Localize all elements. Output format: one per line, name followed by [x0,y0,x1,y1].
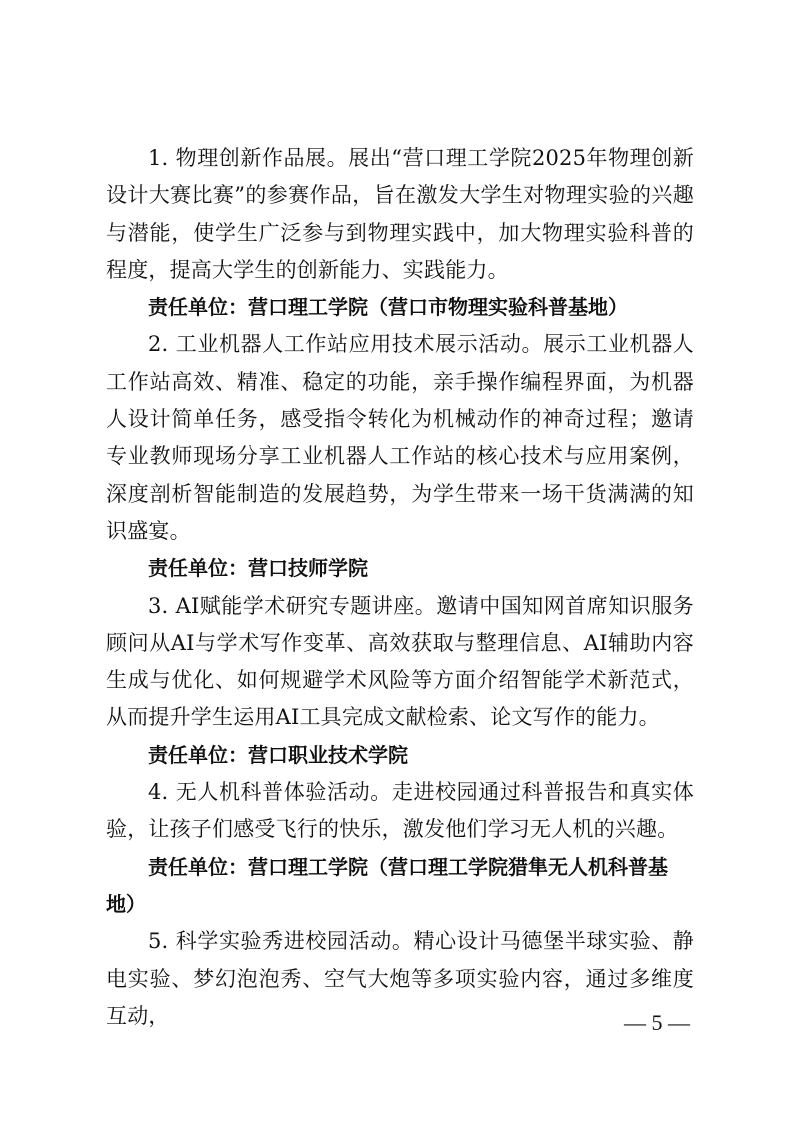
responsible-unit-3: 责任单位：营口职业技术学院 [148,742,408,767]
paragraph-item-1: 1. 物理创新作品展。展出“营口理工学院2025年物理创新设计大赛比赛”的参赛作品，旨在激发大学生对物理实验的兴趣与潜能，使学生广泛参与到物理实践中，加大物理实验科普的程度，提高大学生的创新能力、实践能力。 [106,146,694,282]
page-body [106,140,694,1035]
paragraph-item-2: 2. 工业机器人工作站应用技术展示活动。展示工业机器人工作站高效、精准、稳定的功能，亲手操作编程界面，为机器人设计简单任务，感受指令转化为机械动作的神奇过程；邀请专业教师现场分享工业机器人工作站的核心技术与应用案例，深度剖析智能制造的发展趋势，为学生带来一场干货满满的知识盛宴。 [106,332,694,543]
paragraph-item-5: 5. 科学实验秀进校园活动。精心设计马德堡半球实验、静电实验、梦幻泡泡秀、空气大炮等多项实验内容，通过多维度互动， [106,929,694,1028]
paragraph-item-4: 4. 无人机科普体验活动。走进校园通过科普报告和真实体验，让孩子们感受飞行的快乐，激发他们学习无人机的兴趣。 [106,780,694,842]
responsible-unit-4: 责任单位：营口理工学院（营口理工学院猎隼无人机科普基地） [106,854,668,916]
responsible-unit-2: 责任单位：营口技师学院 [148,556,368,581]
page-number: — 5 — [624,1010,690,1035]
paragraph-item-3: 3. AI赋能学术研究专题讲座。邀请中国知网首席知识服务顾问从AI与学术写作变革、高效获取与整理信息、AI辅助内容生成与优化、如何规避学术风险等方面介绍智能学术新范式，从而提升学生运用AI工具完成文献检索、论文写作的能力。 [106,593,694,730]
responsible-unit-1: 责任单位：营口理工学院（营口市物理实验科普基地） [148,295,628,320]
